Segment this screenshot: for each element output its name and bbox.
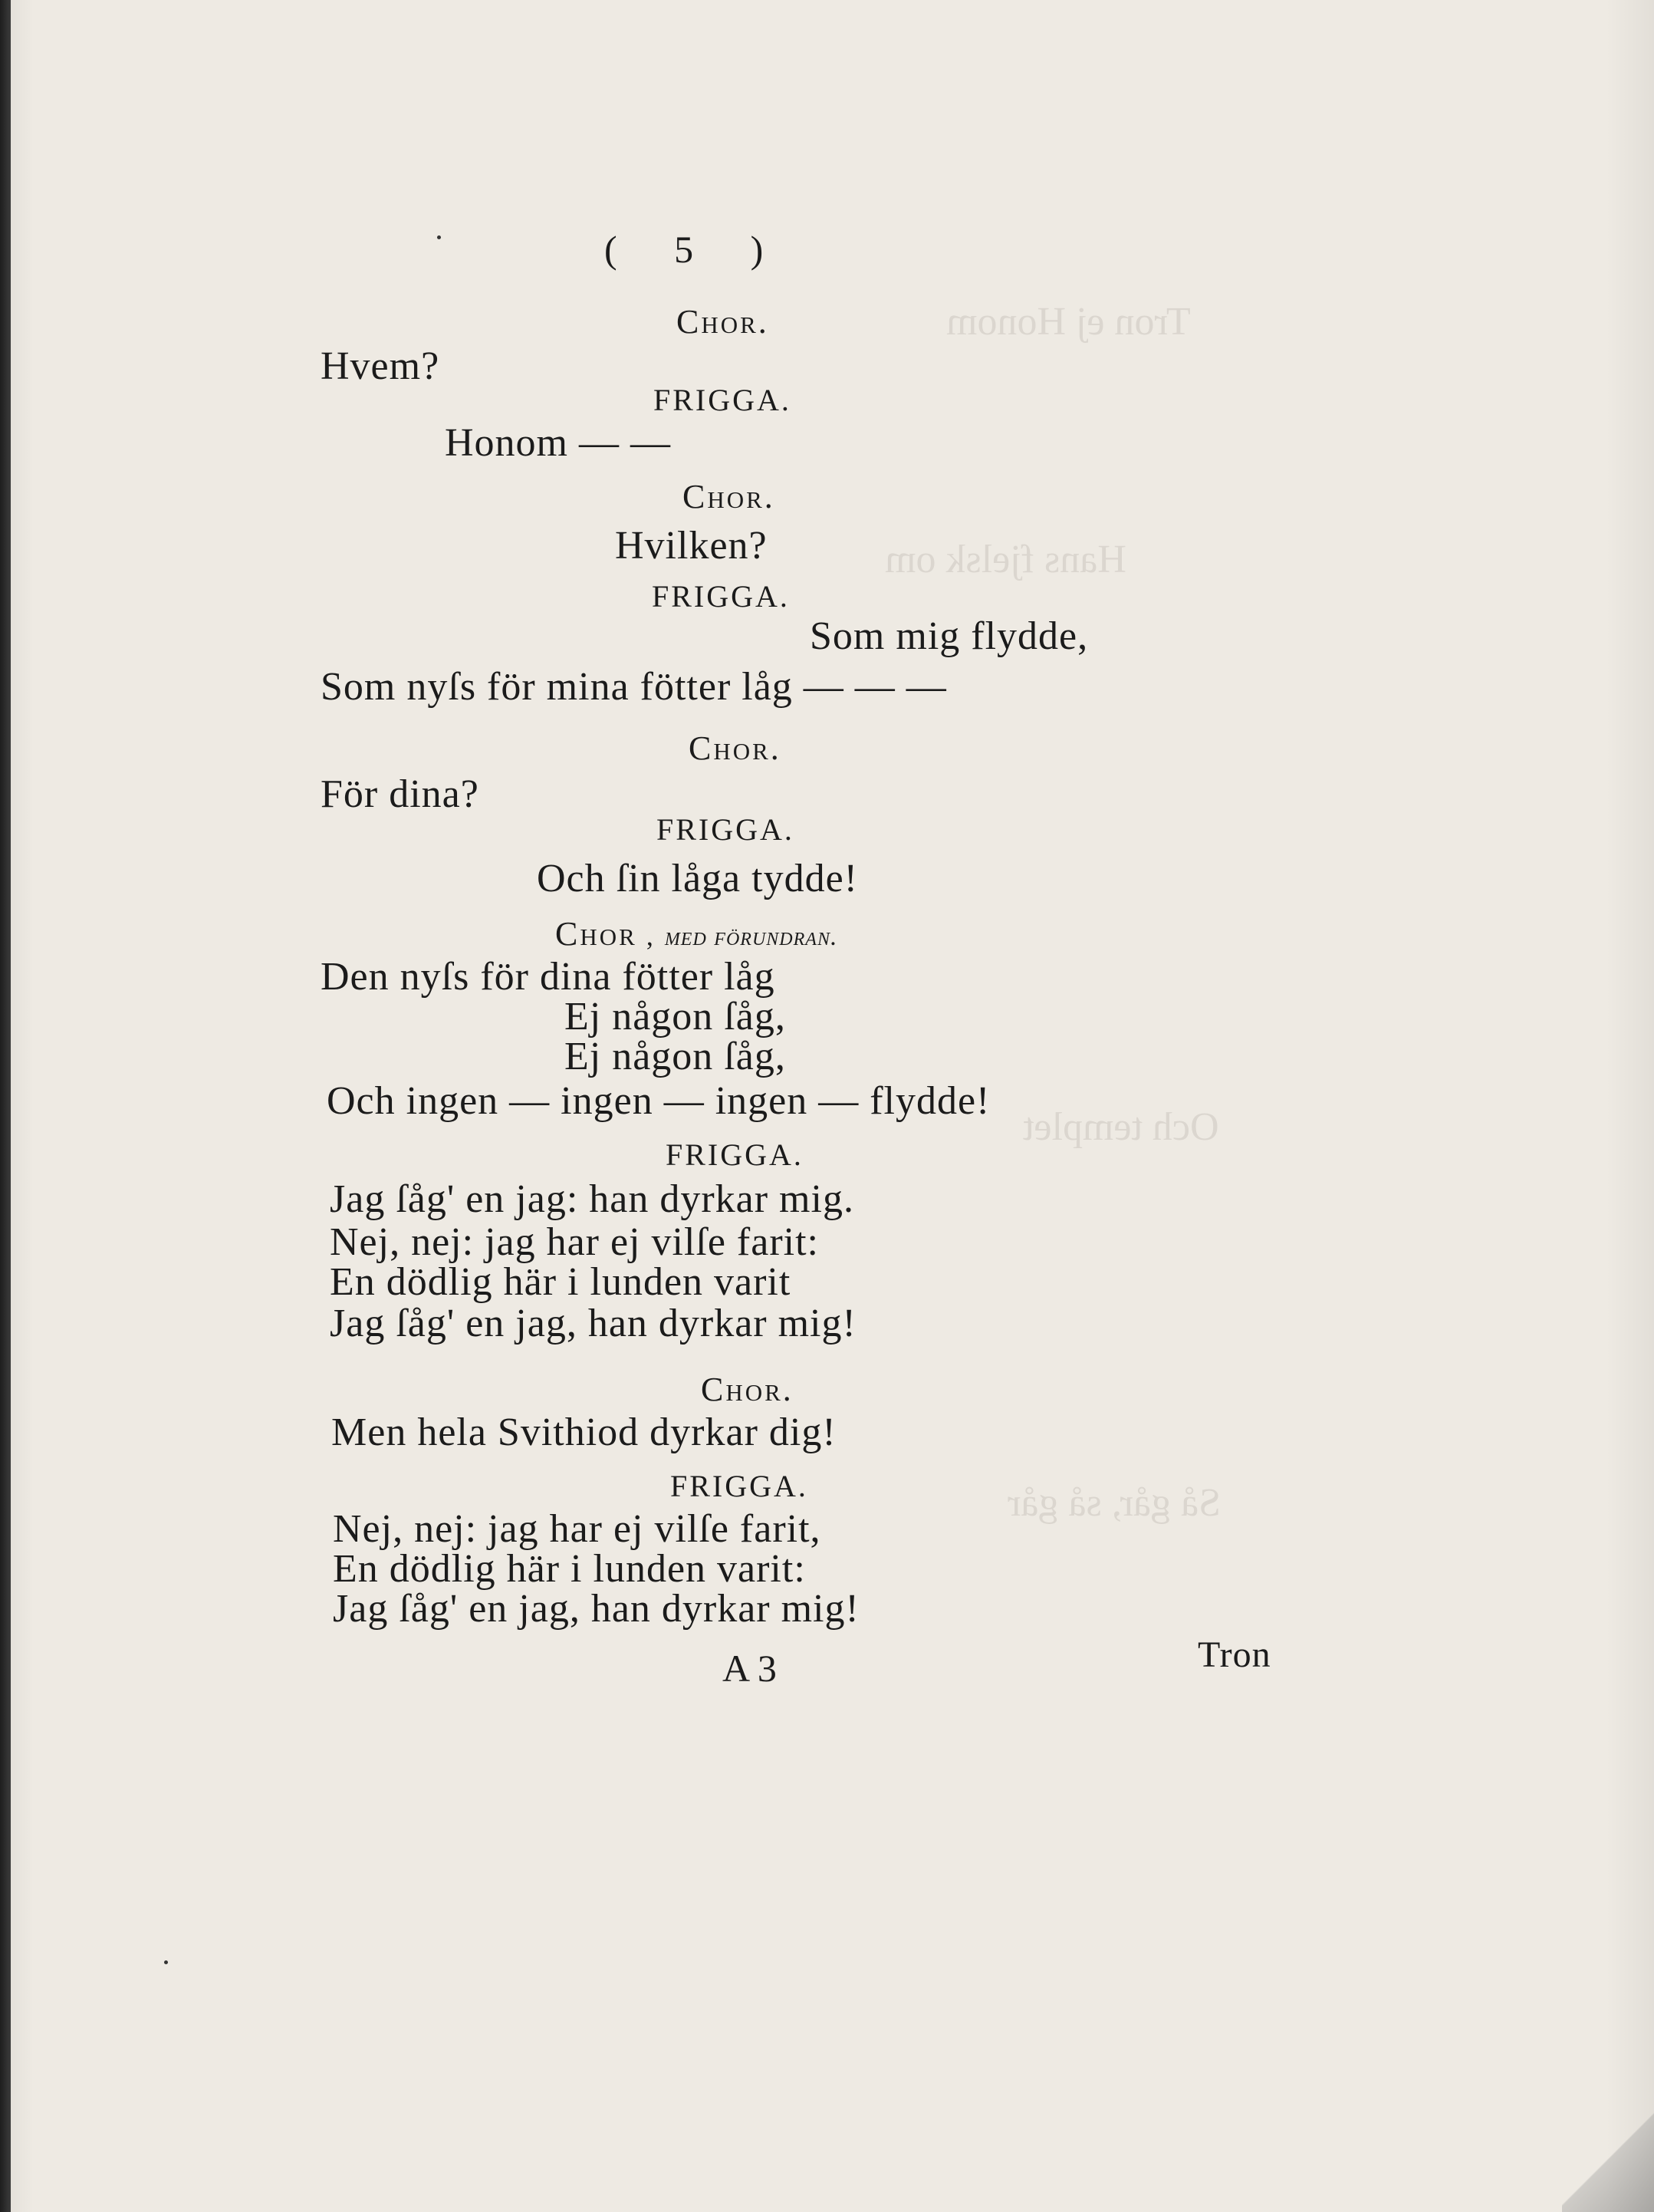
show-through-text: Tron ej Honom bbox=[946, 300, 1191, 344]
verse-line: Som nyſs för mina fötter låg — — — bbox=[321, 665, 947, 709]
verse-line: Hvem? bbox=[321, 344, 440, 388]
book-page bbox=[11, 0, 1654, 2212]
book-binding-edge bbox=[0, 0, 11, 2212]
speaker-frigga: FRIGGA. bbox=[666, 1137, 804, 1172]
signature-mark: A 3 bbox=[722, 1647, 777, 1690]
paren-open: ( bbox=[604, 228, 617, 271]
speaker-chor: Chor. bbox=[689, 729, 781, 767]
show-through-text: Hans fjelsk om bbox=[885, 538, 1126, 581]
page-corner-curl bbox=[1562, 2105, 1654, 2212]
verse-line: Jag ſåg' en jag, han dyrkar mig! bbox=[333, 1587, 860, 1631]
speaker-chor: Chor. bbox=[701, 1371, 794, 1408]
verse-line: För dina? bbox=[321, 772, 479, 816]
verse-line: Jag ſåg' en jag: han dyrkar mig. bbox=[330, 1177, 854, 1221]
verse-line: Den nyſs för dina fötter låg bbox=[321, 955, 775, 999]
page-number-header bbox=[604, 228, 764, 271]
ink-speck bbox=[437, 235, 441, 239]
speaker-frigga: FRIGGA. bbox=[652, 579, 790, 614]
verse-line: En dödlig här i lunden varit: bbox=[333, 1547, 806, 1591]
speaker-frigga: FRIGGA. bbox=[656, 812, 794, 847]
page-number: 5 bbox=[674, 228, 694, 271]
verse-line: Honom — — bbox=[445, 421, 671, 465]
verse-line: Nej, nej: jag har ej vilſe farit, bbox=[333, 1507, 821, 1551]
speaker-chor: Chor. bbox=[676, 303, 769, 341]
verse-line: Och ſin låga tydde! bbox=[537, 857, 858, 900]
speaker-frigga: FRIGGA. bbox=[653, 383, 791, 417]
verse-line: Ej någon ſåg, bbox=[564, 995, 786, 1039]
speaker-frigga: FRIGGA. bbox=[670, 1469, 808, 1503]
verse-line: Som mig flydde, bbox=[810, 614, 1089, 658]
verse-line: Och ingen — ingen — ingen — flydde! bbox=[327, 1079, 991, 1123]
show-through-text: Så går, så går bbox=[1008, 1481, 1222, 1525]
verse-line: En dödlig här i lunden varit bbox=[330, 1260, 791, 1304]
ink-speck bbox=[164, 1960, 168, 1964]
show-through-text: Och templet bbox=[1023, 1105, 1219, 1149]
verse-line: Nej, nej: jag har ej vilſe farit: bbox=[330, 1220, 819, 1264]
paren-close: ) bbox=[750, 228, 764, 271]
verse-line: Hvilken? bbox=[615, 524, 768, 568]
stage-direction: Chor , med förundran. bbox=[555, 915, 838, 953]
verse-line: Ej någon ſåg, bbox=[564, 1035, 786, 1078]
catchword: Tron bbox=[1198, 1634, 1271, 1675]
verse-line: Jag ſåg' en jag, han dyrkar mig! bbox=[330, 1302, 857, 1345]
verse-line: Men hela Svithiod dyrkar dig! bbox=[331, 1410, 837, 1454]
speaker-chor: Chor. bbox=[682, 478, 775, 515]
